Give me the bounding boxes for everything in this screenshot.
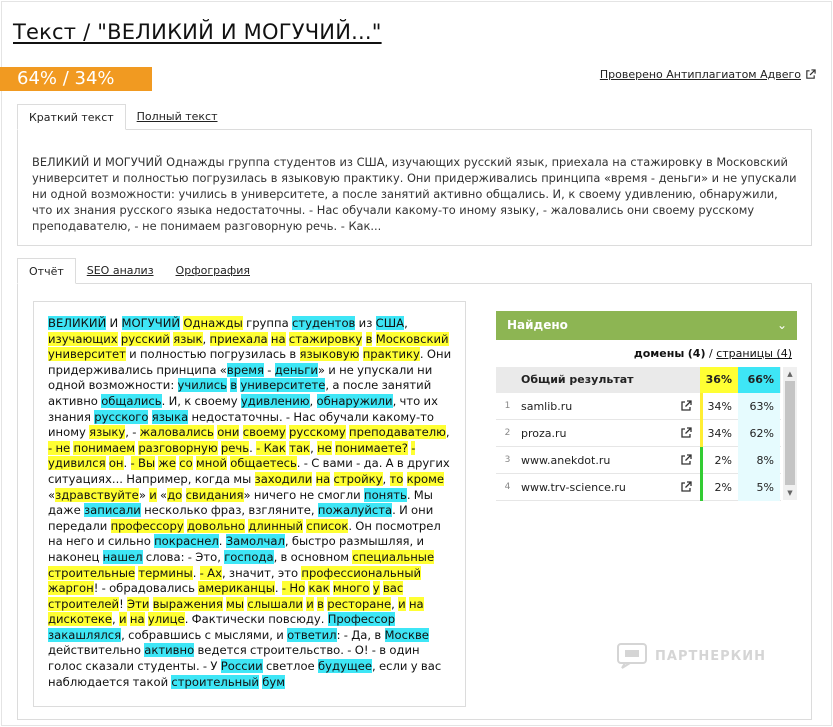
row-domain[interactable]: proza.ru: [521, 427, 567, 440]
text-fragment: , если у вас наблюдается такой: [48, 659, 442, 689]
chat-bubble-icon: [617, 643, 647, 669]
highlight-phrase: строительные: [48, 565, 136, 580]
highlight-phrase: строителей: [48, 596, 120, 611]
text-fragment: .: [218, 534, 226, 549]
highlight-phrase: свидания: [185, 487, 244, 502]
text-fragment: . Он посмотрел на него и сильно: [48, 518, 441, 549]
results-scrollbar[interactable]: [783, 367, 797, 500]
highlight-word: ответил: [287, 627, 337, 642]
highlight-phrase: здравствуйте: [55, 487, 139, 502]
highlight-word: учились: [177, 378, 227, 393]
highlight-word: Замолчал: [225, 534, 285, 549]
highlighted-text-frame[interactable]: [33, 301, 466, 707]
highlight-phrase: так: [289, 440, 311, 455]
total-row: [496, 367, 781, 393]
highlight-phrase: университет: [48, 347, 126, 362]
highlight-phrase: на: [408, 596, 424, 611]
text-fragment: . Фактически повсюду.: [184, 612, 328, 627]
text-fragment: и полностью погрузилась в: [125, 347, 300, 362]
scroll-up-icon[interactable]: ▲: [787, 370, 793, 378]
highlight-phrase: список: [306, 518, 349, 533]
external-link-icon[interactable]: [680, 481, 692, 493]
row-domain[interactable]: www.anekdot.ru: [521, 454, 611, 467]
text-fragment: , а после занятий активно: [48, 378, 432, 408]
highlight-phrase: речь: [220, 440, 250, 455]
highlight-phrase: дискотеке: [48, 612, 113, 627]
highlight-word: обнаружили: [316, 393, 393, 408]
highlight-phrase: много: [332, 581, 370, 596]
highlight-phrase: кроме: [406, 471, 445, 486]
text-fragment: слова: - Это,: [142, 549, 225, 564]
text-fragment: . Мы даже: [48, 487, 433, 518]
highlight-phrase: Эти: [127, 596, 150, 611]
highlight-phrase: термины: [138, 565, 193, 580]
text-fragment: .: [274, 581, 282, 596]
highlight-phrase: они: [217, 425, 240, 440]
text-fragment: » и не упускали ни одной возможности:: [48, 362, 433, 393]
highlight-phrase: - Ах: [199, 565, 222, 580]
external-link-icon[interactable]: [680, 454, 692, 466]
text-fragment: !: [119, 596, 128, 611]
highlight-phrase: Московский: [375, 331, 449, 346]
domains-count: (4): [687, 347, 706, 360]
highlight-phrase: американцы: [198, 581, 275, 596]
highlight-word: США: [375, 316, 405, 330]
highlight-word: будущее: [317, 659, 373, 674]
external-link-icon[interactable]: [680, 427, 692, 439]
tab-label: Полный текст: [136, 110, 218, 123]
highlight-word: понять: [364, 487, 407, 502]
tab-label: Отчёт: [29, 265, 64, 278]
row-percent-1: 34%: [700, 420, 738, 447]
highlight-phrase: язык: [173, 331, 203, 346]
row-percent-2: 5%: [738, 474, 780, 501]
text-fragment: несколько фраз, взгляните,: [140, 503, 318, 518]
text-fragment: недостаточны. - Нас обучали какому-то иному: [48, 409, 435, 440]
text-fragment: из: [355, 316, 376, 330]
highlight-phrase: довольно: [187, 518, 245, 533]
highlight-phrase: - удивился: [48, 440, 416, 471]
highlight-phrase: вас: [382, 581, 404, 596]
pages-link[interactable]: страницы (4): [716, 347, 792, 360]
highlight-word: удивлению: [240, 393, 310, 408]
table-row[interactable]: [496, 420, 781, 447]
highlight-word: МОГУЧИЙ: [121, 316, 181, 330]
tab-label: Орфография: [175, 264, 250, 277]
text-fragment: ,: [310, 440, 318, 455]
text-fragment: , значит, это: [221, 565, 302, 580]
highlight-phrase: в: [317, 596, 324, 611]
text-fragment: действительно: [48, 643, 145, 658]
highlight-phrase: у: [372, 581, 380, 596]
text-fragment: светлое: [262, 659, 318, 674]
text-fragment: »: [138, 487, 150, 502]
highlight-word: пожалуйста: [317, 503, 393, 518]
highlight-phrase: приехала: [209, 331, 268, 346]
highlight-word: покраснел: [154, 534, 219, 549]
text-fragment: .: [192, 565, 200, 580]
text-fragment: : - Да, в: [336, 627, 385, 642]
found-counts: [634, 347, 792, 360]
text-fragment: группа: [242, 316, 292, 330]
text-fragment: . И, к своему: [161, 393, 241, 408]
text-fragment: ,: [445, 425, 450, 440]
scrollbar-thumb[interactable]: [785, 381, 795, 485]
highlight-phrase: как: [308, 581, 330, 596]
highlight-phrase: языку: [89, 425, 126, 440]
results-table: [496, 367, 797, 501]
row-number: 4: [504, 482, 511, 492]
tab-short-text[interactable]: [17, 104, 126, 130]
highlight-phrase: стажировку: [288, 331, 363, 346]
text-fragment: -: [263, 362, 275, 377]
highlight-word: закашлялся: [48, 627, 122, 642]
text-fragment: » ничего не смогли: [243, 487, 364, 502]
highlight-phrase: стройку: [333, 471, 383, 486]
highlight-phrase: улице: [147, 612, 185, 627]
highlight-phrase: разговорную: [138, 440, 218, 455]
highlight-phrase: выражения: [152, 596, 223, 611]
antiplagiat-link-label[interactable]: Проверено Антиплагиатом Адвего: [599, 68, 801, 81]
text-fragment: «: [156, 487, 168, 502]
highlight-phrase: общаетесь: [230, 456, 297, 471]
highlight-phrase: языковую: [299, 347, 360, 362]
text-fragment: , собравшись с мыслями, и: [121, 627, 288, 642]
table-row[interactable]: [496, 447, 781, 474]
text-fragment: .: [123, 456, 131, 471]
highlight-phrase: до: [167, 487, 183, 502]
text-fragment: , что их знания: [48, 393, 438, 424]
watermark-text: ПАРТНЕРКИН: [655, 648, 767, 664]
total-percent-2: 66%: [738, 367, 780, 393]
highlight-phrase: и: [149, 487, 157, 502]
highlight-phrase: со: [179, 456, 193, 471]
highlight-phrase: русскому: [289, 425, 346, 440]
text-tabs: [17, 104, 229, 130]
highlight-word: нашел: [102, 549, 143, 564]
highlight-word: студентов: [291, 316, 356, 330]
highlight-phrase: понимаете?: [335, 440, 408, 455]
tab-seo[interactable]: [76, 258, 165, 284]
watermark: [617, 643, 766, 669]
short-text-box: [17, 129, 812, 246]
highlight-phrase: профессору: [110, 518, 184, 533]
highlight-phrase: на: [129, 612, 145, 627]
table-row[interactable]: [496, 393, 781, 420]
text-fragment: И: [106, 316, 122, 330]
highlight-phrase: практику: [362, 347, 420, 362]
text-fragment: ,: [309, 393, 317, 408]
text-fragment: , быстро размышляя, и наконец: [48, 534, 425, 564]
tab-spelling[interactable]: [165, 258, 261, 284]
highlight-phrase: то: [389, 471, 404, 486]
tab-full-text[interactable]: [126, 104, 229, 130]
highlight-word: господа: [224, 549, 274, 564]
text-fragment: ,: [112, 612, 120, 627]
highlight-word: Профессор: [327, 612, 396, 627]
text-fragment: ,: [202, 331, 210, 346]
row-percent-1: 2%: [700, 447, 738, 474]
chevron-down-icon[interactable]: ⌄: [776, 318, 787, 332]
row-number: 1: [504, 401, 511, 411]
highlight-phrase: же: [158, 456, 176, 471]
highlight-word: бум: [262, 674, 285, 689]
highlight-word: русского: [94, 409, 149, 424]
highlight-word: строительный: [171, 674, 259, 689]
text-fragment: , в основном: [273, 549, 353, 564]
text-fragment: ,: [391, 596, 399, 611]
highlight-word: ВЕЛИКИЙ: [48, 316, 107, 330]
text-fragment: .: [249, 440, 257, 455]
tab-label: SEO анализ: [86, 264, 154, 277]
row-percent-2: 63%: [738, 393, 780, 420]
text-fragment: ,: [382, 471, 390, 486]
highlight-phrase: понимаем: [73, 440, 136, 455]
highlight-phrase: жаргон: [48, 581, 94, 596]
table-row[interactable]: [496, 474, 781, 501]
highlight-phrase: слышали: [247, 596, 303, 611]
highlight-phrase: и: [306, 596, 314, 611]
highlight-phrase: русский: [120, 331, 170, 346]
row-domain[interactable]: www.trv-science.ru: [521, 481, 626, 494]
total-percent-1: 36%: [700, 367, 738, 393]
highlight-phrase: профессиональный: [301, 565, 422, 580]
highlight-phrase: длинный: [248, 518, 304, 533]
highlight-phrase: своему: [242, 425, 286, 440]
total-label: Общий результат: [521, 373, 634, 386]
highlight-phrase: заходили: [254, 471, 313, 486]
row-percent-1: 2%: [700, 474, 738, 501]
highlight-word: в: [230, 378, 238, 393]
highlight-word: Москве: [384, 627, 429, 642]
highlight-phrase: и: [119, 612, 127, 627]
text-fragment: ведется строительство. - О! - в один голос сказали студенты. - У: [48, 643, 420, 674]
row-percent-2: 62%: [738, 420, 780, 447]
tab-report[interactable]: [17, 258, 76, 284]
counts-separator: /: [709, 347, 713, 360]
highlight-phrase: - Как: [256, 440, 286, 455]
highlight-phrase: он: [108, 456, 124, 471]
row-percent-2: 8%: [738, 447, 780, 474]
highlight-phrase: жаловались: [139, 425, 214, 440]
text-fragment: «: [48, 487, 56, 502]
short-text: ВЕЛИКИЙ И МОГУЧИЙ Однажды группа студентов из США, изучающих русский язык, приехала на стажировку в Московский университет и полностью погрузилась в языковую практику. Они придерживались принципа «время - деньги» и не упускали ни одной возможности: учились в университете, а после занятий активно общались. И, к своему удивлению, обнаружили, что их знания русского языка недостаточны. - Нас обучали какому-то иному языку, - жаловались они своему русскому преподавателю, - не понимаем разговорную речь. - Как...: [32, 155, 797, 233]
report-tabs: [17, 258, 261, 284]
highlight-word: университете: [240, 378, 326, 393]
found-title: Найдено: [507, 318, 568, 332]
highlight-phrase: на: [315, 471, 331, 486]
row-number: 3: [504, 455, 511, 465]
text-fragment: . И они передали: [48, 503, 434, 533]
highlight-phrase: не: [317, 440, 332, 455]
highlight-phrase: изучающих: [48, 331, 118, 346]
external-link-icon[interactable]: [680, 400, 692, 412]
text-fragment: , -: [125, 425, 140, 440]
scroll-down-icon[interactable]: ▼: [787, 489, 793, 497]
highlight-phrase: специальные: [352, 549, 435, 564]
highlight-word: России: [220, 659, 263, 674]
highlight-phrase: и: [398, 596, 406, 611]
highlight-word: общались: [101, 393, 162, 408]
highlight-phrase: на: [270, 331, 286, 346]
highlight-phrase: Однажды: [183, 316, 243, 330]
tab-label: Краткий текст: [29, 111, 114, 124]
highlight-phrase: - не: [48, 440, 71, 455]
highlighted-text: [48, 316, 453, 690]
antiplagiat-link[interactable]: [600, 68, 816, 81]
highlight-word: активно: [144, 643, 195, 658]
text-fragment: . Они придерживались принципа «: [48, 347, 452, 377]
domains-label[interactable]: домены: [633, 347, 685, 360]
highlight-phrase: мы: [226, 596, 245, 611]
page-title: Текст / "ВЕЛИКИЙ И МОГУЧИЙ...": [13, 20, 382, 44]
score-badge: 64% / 34%: [0, 67, 152, 91]
highlight-word: время: [226, 362, 264, 377]
highlight-phrase: - Но: [281, 581, 306, 596]
highlight-phrase: ресторане: [327, 596, 392, 611]
text-fragment: . - С вами - да. А в других ситуациях... Например, когда мы: [48, 456, 450, 486]
highlight-phrase: в: [365, 331, 373, 346]
highlight-phrase: преподавателю: [349, 425, 446, 440]
highlight-phrase: мной: [196, 456, 227, 471]
highlight-word: деньги: [274, 362, 318, 377]
row-percent-1: 34%: [700, 393, 738, 420]
highlight-phrase: - Вы: [130, 456, 156, 471]
external-link-icon: [805, 69, 816, 80]
row-domain[interactable]: samlib.ru: [521, 400, 573, 413]
text-fragment: ! - обрадовались: [93, 581, 199, 596]
highlight-word: языка: [151, 409, 189, 424]
highlight-word: записали: [83, 503, 141, 518]
found-header[interactable]: [496, 311, 797, 340]
text-fragment: ,: [404, 316, 408, 330]
row-number: 2: [504, 428, 511, 438]
